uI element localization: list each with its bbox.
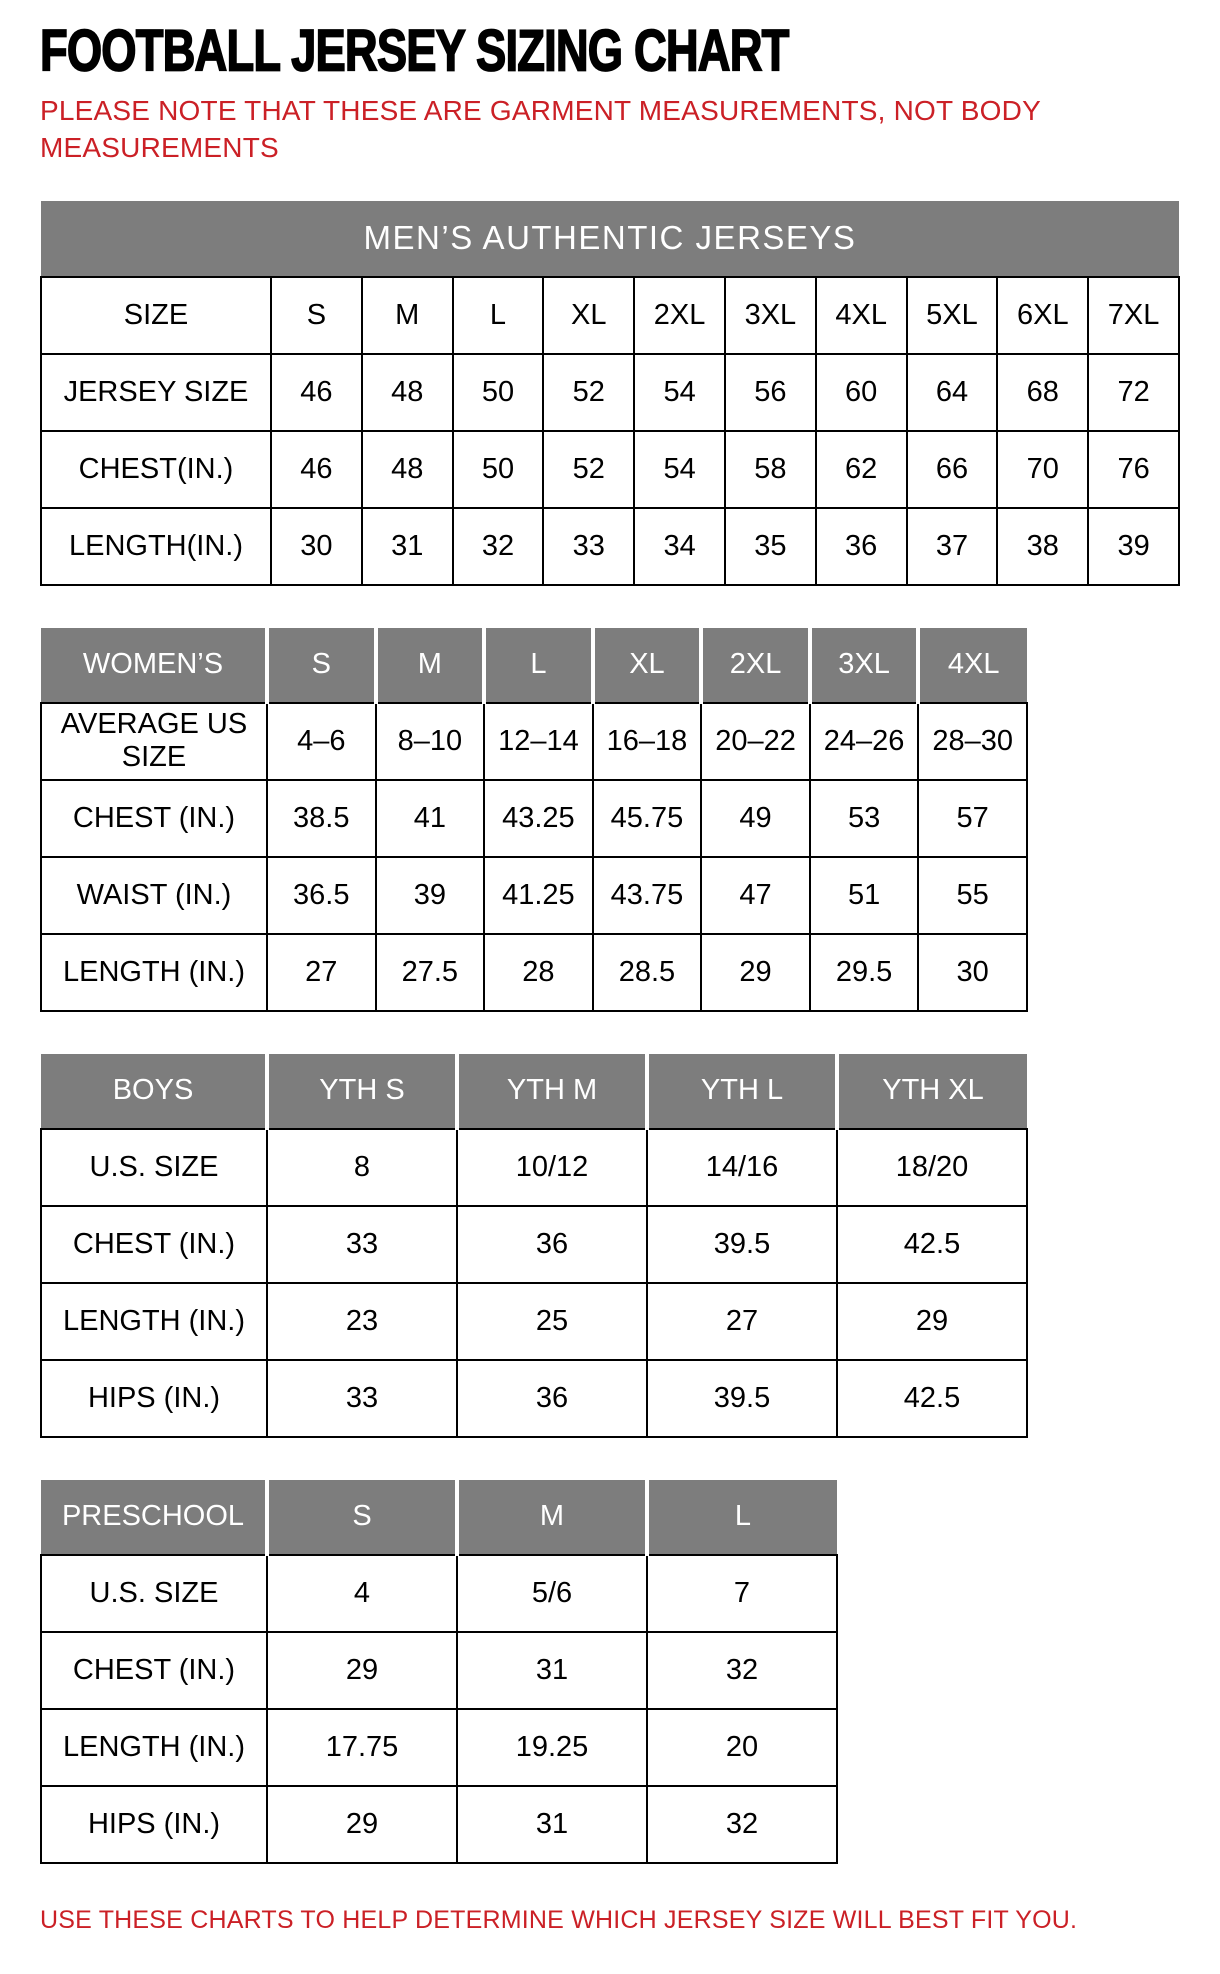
value-cell: 29 <box>701 934 810 1011</box>
value-cell: 37 <box>907 508 998 585</box>
row-label: CHEST(IN.) <box>41 431 271 508</box>
row-label: WAIST (IN.) <box>41 857 267 934</box>
value-cell: 12–14 <box>484 703 593 780</box>
value-cell: 64 <box>907 354 998 431</box>
row-label: LENGTH(IN.) <box>41 508 271 585</box>
value-cell: 29 <box>267 1786 457 1863</box>
value-cell: 58 <box>725 431 816 508</box>
value-cell: 68 <box>997 354 1088 431</box>
value-cell: 55 <box>918 857 1027 934</box>
value-cell: 38 <box>997 508 1088 585</box>
table-header-row <box>41 1480 837 1555</box>
value-cell: 16–18 <box>593 703 702 780</box>
table-row <box>41 508 1179 585</box>
table-row <box>41 780 1027 857</box>
row-label: CHEST (IN.) <box>41 780 267 857</box>
value-cell: 20 <box>647 1709 837 1786</box>
value-cell: 6XL <box>997 277 1088 354</box>
value-cell: 32 <box>647 1786 837 1863</box>
table-row <box>41 703 1027 780</box>
row-label: JERSEY SIZE <box>41 354 271 431</box>
value-cell: 17.75 <box>267 1709 457 1786</box>
table-row <box>41 431 1179 508</box>
value-cell: 14/16 <box>647 1129 837 1206</box>
size-header-cell: M <box>376 628 485 703</box>
value-cell: 31 <box>362 508 453 585</box>
value-cell: 70 <box>997 431 1088 508</box>
size-header-cell: S <box>267 1480 457 1555</box>
value-cell: 60 <box>816 354 907 431</box>
value-cell: 52 <box>543 431 634 508</box>
value-cell: 31 <box>457 1632 647 1709</box>
table-header-label: PRESCHOOL <box>41 1480 267 1555</box>
row-label: HIPS (IN.) <box>41 1360 267 1437</box>
preschool-grid <box>40 1480 838 1864</box>
value-cell: 29 <box>267 1632 457 1709</box>
row-label: AVERAGE US SIZE <box>41 703 267 780</box>
value-cell: 28–30 <box>918 703 1027 780</box>
value-cell: 41.25 <box>484 857 593 934</box>
row-label: LENGTH (IN.) <box>41 1283 267 1360</box>
value-cell: 23 <box>267 1283 457 1360</box>
value-cell: 29 <box>837 1283 1027 1360</box>
value-cell: 5XL <box>907 277 998 354</box>
value-cell: 39 <box>376 857 485 934</box>
value-cell: 46 <box>271 354 362 431</box>
table-row <box>41 1632 837 1709</box>
value-cell: 52 <box>543 354 634 431</box>
size-header-cell: XL <box>593 628 702 703</box>
value-cell: 10/12 <box>457 1129 647 1206</box>
value-cell: 32 <box>453 508 544 585</box>
mens-authentic-jerseys-table <box>40 201 1180 586</box>
value-cell: 66 <box>907 431 998 508</box>
value-cell: 51 <box>810 857 919 934</box>
value-cell: 19.25 <box>457 1709 647 1786</box>
size-header-cell: L <box>647 1480 837 1555</box>
value-cell: 18/20 <box>837 1129 1027 1206</box>
value-cell: 42.5 <box>837 1206 1027 1283</box>
value-cell: 41 <box>376 780 485 857</box>
value-cell: 31 <box>457 1786 647 1863</box>
value-cell: 25 <box>457 1283 647 1360</box>
value-cell: 45.75 <box>593 780 702 857</box>
row-label: LENGTH (IN.) <box>41 934 267 1011</box>
preschool-table <box>40 1480 838 1864</box>
value-cell: 27.5 <box>376 934 485 1011</box>
value-cell: 54 <box>634 431 725 508</box>
value-cell: 20–22 <box>701 703 810 780</box>
value-cell: 72 <box>1088 354 1179 431</box>
value-cell: 48 <box>362 354 453 431</box>
value-cell: 28 <box>484 934 593 1011</box>
size-header-cell: L <box>484 628 593 703</box>
value-cell: 30 <box>271 508 362 585</box>
value-cell: 3XL <box>725 277 816 354</box>
row-label: CHEST (IN.) <box>41 1206 267 1283</box>
value-cell: 7XL <box>1088 277 1179 354</box>
value-cell: 50 <box>453 354 544 431</box>
value-cell: 7 <box>647 1555 837 1632</box>
value-cell: 39.5 <box>647 1206 837 1283</box>
size-header-cell: YTH XL <box>837 1054 1027 1129</box>
boys-table <box>40 1054 1028 1438</box>
value-cell: 24–26 <box>810 703 919 780</box>
value-cell: 57 <box>918 780 1027 857</box>
value-cell: 27 <box>647 1283 837 1360</box>
value-cell: 35 <box>725 508 816 585</box>
mens-authentic-grid <box>40 201 1180 586</box>
table-row <box>41 1786 837 1863</box>
value-cell: 8 <box>267 1129 457 1206</box>
value-cell: 33 <box>267 1360 457 1437</box>
value-cell: 29.5 <box>810 934 919 1011</box>
row-label: LENGTH (IN.) <box>41 1709 267 1786</box>
value-cell: 5/6 <box>457 1555 647 1632</box>
table-banner-title: MEN’S AUTHENTIC JERSEYS <box>41 201 1179 277</box>
row-label: U.S. SIZE <box>41 1555 267 1632</box>
value-cell: 36 <box>816 508 907 585</box>
value-cell: 36 <box>457 1206 647 1283</box>
table-row <box>41 277 1179 354</box>
size-header-cell: M <box>457 1480 647 1555</box>
row-label: SIZE <box>41 277 271 354</box>
page-title: FOOTBALL JERSEY SIZING CHART <box>40 18 789 84</box>
table-header-row <box>41 201 1179 277</box>
value-cell: 2XL <box>634 277 725 354</box>
table-row <box>41 1283 1027 1360</box>
value-cell: 50 <box>453 431 544 508</box>
value-cell: 32 <box>647 1632 837 1709</box>
garment-measurements-note: PLEASE NOTE THAT THESE ARE GARMENT MEASUREMENTS, NOT BODY MEASUREMENTS <box>40 95 1041 164</box>
value-cell: L <box>453 277 544 354</box>
size-header-cell: 4XL <box>918 628 1027 703</box>
size-header-cell: YTH L <box>647 1054 837 1129</box>
value-cell: 56 <box>725 354 816 431</box>
value-cell: 36 <box>457 1360 647 1437</box>
table-row <box>41 1129 1027 1206</box>
value-cell: 27 <box>267 934 376 1011</box>
table-row <box>41 857 1027 934</box>
row-label: U.S. SIZE <box>41 1129 267 1206</box>
value-cell: 43.75 <box>593 857 702 934</box>
value-cell: XL <box>543 277 634 354</box>
table-row <box>41 1360 1027 1437</box>
value-cell: 4–6 <box>267 703 376 780</box>
size-header-cell: 2XL <box>701 628 810 703</box>
table-header-label: WOMEN’S <box>41 628 267 703</box>
value-cell: S <box>271 277 362 354</box>
value-cell: 49 <box>701 780 810 857</box>
value-cell: 8–10 <box>376 703 485 780</box>
footer-note: USE THESE CHARTS TO HELP DETERMINE WHICH JERSEY SIZE WILL BEST FIT YOU. <box>40 1905 1078 1934</box>
row-label: HIPS (IN.) <box>41 1786 267 1863</box>
table-header-row <box>41 1054 1027 1129</box>
value-cell: 42.5 <box>837 1360 1027 1437</box>
value-cell: 47 <box>701 857 810 934</box>
value-cell: 33 <box>267 1206 457 1283</box>
value-cell: 30 <box>918 934 1027 1011</box>
value-cell: 4XL <box>816 277 907 354</box>
size-header-cell: YTH M <box>457 1054 647 1129</box>
table-header-label: BOYS <box>41 1054 267 1129</box>
table-row <box>41 1555 837 1632</box>
table-row <box>41 354 1179 431</box>
value-cell: 34 <box>634 508 725 585</box>
value-cell: 43.25 <box>484 780 593 857</box>
value-cell: 62 <box>816 431 907 508</box>
womens-table <box>40 628 1028 1012</box>
boys-grid <box>40 1054 1028 1438</box>
table-row <box>41 1709 837 1786</box>
value-cell: 46 <box>271 431 362 508</box>
value-cell: 48 <box>362 431 453 508</box>
table-header-row <box>41 628 1027 703</box>
value-cell: 28.5 <box>593 934 702 1011</box>
value-cell: 54 <box>634 354 725 431</box>
value-cell: 39.5 <box>647 1360 837 1437</box>
womens-grid <box>40 628 1028 1012</box>
table-row <box>41 934 1027 1011</box>
value-cell: 33 <box>543 508 634 585</box>
value-cell: 53 <box>810 780 919 857</box>
size-header-cell: YTH S <box>267 1054 457 1129</box>
value-cell: 76 <box>1088 431 1179 508</box>
value-cell: 38.5 <box>267 780 376 857</box>
table-row <box>41 1206 1027 1283</box>
size-header-cell: 3XL <box>810 628 919 703</box>
value-cell: M <box>362 277 453 354</box>
value-cell: 36.5 <box>267 857 376 934</box>
size-header-cell: S <box>267 628 376 703</box>
value-cell: 4 <box>267 1555 457 1632</box>
row-label: CHEST (IN.) <box>41 1632 267 1709</box>
value-cell: 39 <box>1088 508 1179 585</box>
